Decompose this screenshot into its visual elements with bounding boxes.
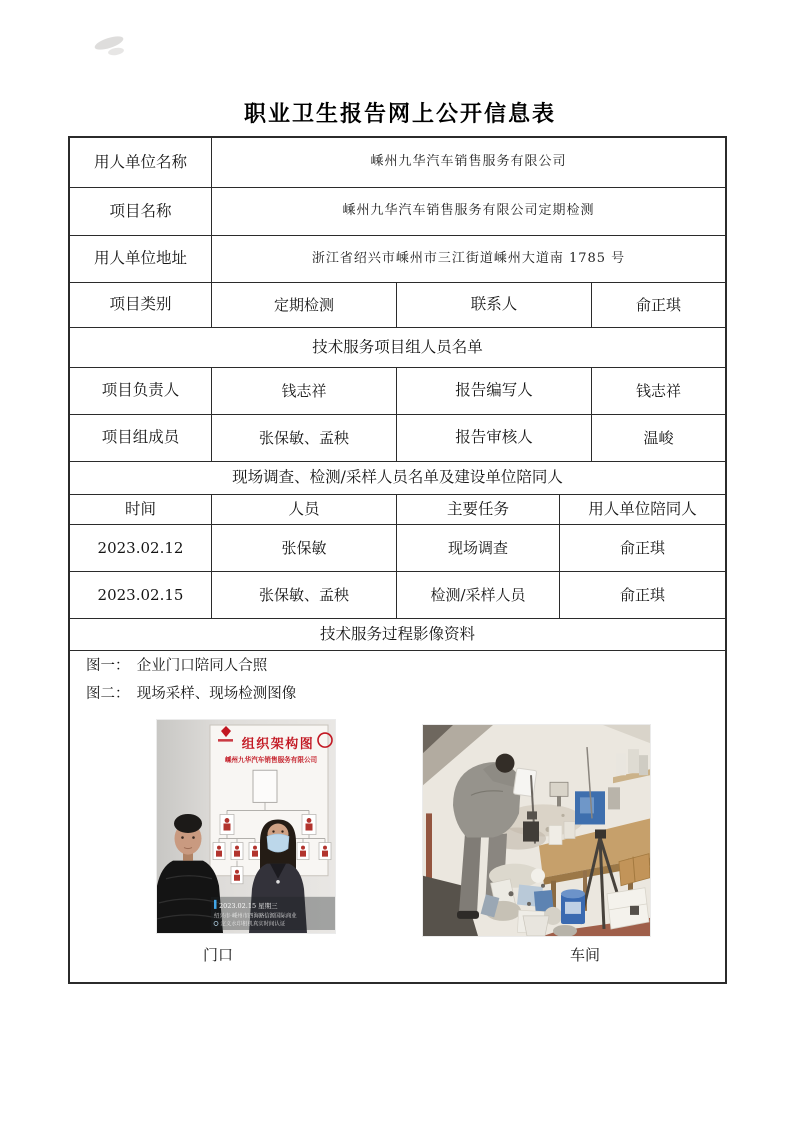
unit-name-label: 用人单位名称 [70, 138, 212, 187]
scale [550, 782, 568, 796]
white-object [513, 768, 536, 797]
row-site-header [70, 495, 725, 525]
media-section-title: 技术服务过程影像资料 [319, 624, 475, 643]
project-type-label: 项目类别 [70, 283, 212, 327]
site-table-row [70, 572, 725, 619]
media-area [70, 651, 725, 982]
face-mask [267, 834, 289, 852]
unit-address-label: 用人单位地址 [70, 236, 212, 282]
poster-title: 组织架构图 [241, 737, 315, 753]
members-value: 张保敏、孟秧 [212, 415, 397, 461]
project-name-value: 嵊州九华汽车销售服务有限公司定期检测 [342, 203, 595, 219]
site-table-row [70, 525, 725, 572]
page-title: 职业卫生报告网上公开信息表 [243, 101, 556, 127]
leader-value: 钱志祥 [212, 368, 397, 414]
row-site-section [70, 462, 725, 495]
contact-label: 联系人 [397, 283, 592, 327]
site-row-task: 现场调查 [397, 525, 560, 571]
row-media-content [70, 651, 725, 982]
site-row-personnel: 张保敏 [212, 525, 397, 571]
photo-watermark [211, 897, 335, 930]
project-type-value: 定期检测 [212, 283, 397, 327]
poster-company: 嵊州九华汽车销售服务有限公司 [224, 756, 318, 765]
row-project-name [70, 188, 725, 236]
watermark-note: 定义水印相机真实时间认证 [220, 921, 286, 928]
site-row-escort: 俞正琪 [619, 585, 665, 604]
pendant [276, 880, 280, 884]
workshop-photo-illustration [423, 725, 650, 936]
row-media-section [70, 619, 725, 651]
workshop-photo [423, 725, 650, 936]
entrance-photo-label: 门口 [202, 946, 233, 964]
site-row-personnel: 张保敏、孟秧 [212, 572, 397, 618]
unit-address-value: 浙江省绍兴市嵊州市三江街道嵊州大道南 1785 号 [311, 250, 626, 266]
unit-name-value: 嵊州九华汽车销售服务有限公司 [370, 154, 567, 170]
figure2-caption: 图二： 现场采样、现场检测图像 [86, 685, 297, 702]
row-unit-name [70, 138, 725, 188]
figure1-caption: 图一： 企业门口陪同人合照 [86, 658, 268, 674]
workshop-photo-label: 车间 [569, 946, 600, 964]
site-header-task: 主要任务 [397, 495, 560, 524]
report-writer-value: 钱志祥 [635, 381, 681, 400]
contact-value: 俞正琪 [635, 295, 681, 314]
white-bucket [523, 916, 549, 936]
report-writer-label: 报告编写人 [397, 368, 592, 414]
watermark-location: 绍兴市·嵊州市四海路信源国际商业 [214, 913, 297, 920]
row-unit-address [70, 236, 725, 283]
figure-captions [86, 653, 296, 708]
site-header-personnel: 人员 [212, 495, 397, 524]
site-section-title: 现场调查、检测/采样人员名单及建设单位陪同人 [232, 468, 563, 487]
worker-head [496, 754, 515, 773]
watermark-date: 2023.02.15 星期三 [219, 901, 278, 910]
entrance-photo-illustration [157, 720, 335, 933]
leader-label: 项目负责人 [70, 368, 212, 414]
row-team-members [70, 415, 725, 462]
site-row-task: 检测/采样人员 [397, 572, 560, 618]
members-label: 项目组成员 [70, 415, 212, 461]
scan-smudge [108, 47, 125, 57]
site-header-escort: 用人单位陪同人 [588, 499, 697, 518]
report-reviewer-label: 报告审核人 [397, 415, 592, 461]
blue-drum [561, 889, 585, 924]
team-section-title: 技术服务项目组人员名单 [312, 337, 483, 356]
row-project-type [70, 283, 725, 328]
site-header-time: 时间 [70, 495, 212, 524]
row-team-leader [70, 368, 725, 415]
site-row-escort: 俞正琪 [619, 538, 665, 557]
info-table [68, 136, 727, 984]
report-reviewer-value: 温峻 [643, 428, 674, 447]
foam-box [607, 888, 649, 929]
site-row-time: 2023.02.12 [70, 525, 212, 571]
entrance-photo [157, 720, 335, 933]
site-row-time: 2023.02.15 [70, 572, 212, 618]
row-team-section [70, 328, 725, 368]
project-name-label: 项目名称 [70, 188, 212, 235]
